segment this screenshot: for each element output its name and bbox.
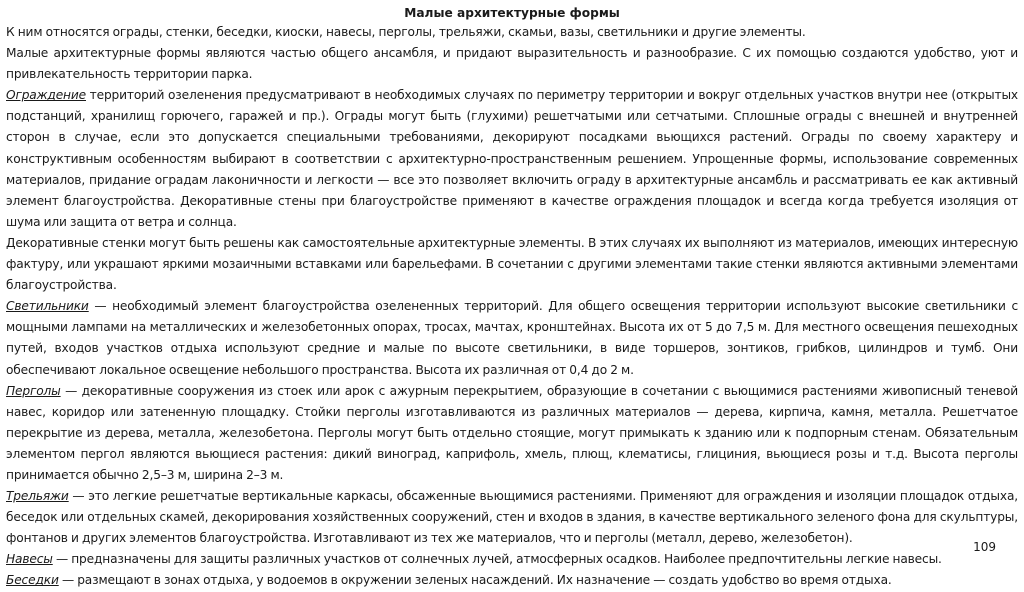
term-lighting: Светильники <box>6 299 89 314</box>
paragraph-text: — предназначены для защиты различных участков от солнечных лучей, атмосферных осадков. Наиболее предпочтительны легкие навесы. <box>52 552 942 567</box>
paragraph-pergolas <box>6 381 1018 486</box>
paragraph-text: — это легкие решетчатые вертикальные каркасы, обсаженные вьющимися растениями. Применяют для ограждения и изоляции площадок отдыха, беседок или отдельных скамей, декорирования хозяйственных сооружений, стен и входов в здания, в качестве вертикального зеленого фона для скульптуры, фонтанов и других элементов благоустройства. Изготавливают из тех же материалов, что и перголы (металл, дерево, железобетон). <box>6 489 1018 546</box>
paragraph-text: — декоративные сооружения из стоек или арок с ажурным перекрытием, образующие в сочетании с вьющимися растениями живописный теневой навес, коридор или затененную площадку. Стойки перголы изготавливаются из различных материалов — дерева, кирпича, камня, металла. Решетчатое перекрытие из дерева, металла, железобетона. Перголы могут быть отдельно стоящие, могут примыкать к зданию или к подпорным стенам. Обязательным элементом пергол являются вьющиеся растения: дикий виноград, каприфоль, хмель, плющ, клематисы, глициния, вьющиеся розы и т.д. Высота перголы принимается обычно 2,5–3 м, ширина 2–3 м. <box>6 383 1018 482</box>
paragraph-text: территорий озеленения предусматривают в необходимых случаях по периметру территории и вокруг отдельных участков внутри нее (открытых подстанций, хранилищ горючего, гаражей и пр.). Ограды могут быть (глухими) решетчатыми или сетчатыми. Сплошные ограды с внешней и внутренней сторон в случае, если это допускается специальными требованиями, декорируют посадками вьющихся растений. Ограды по своему характеру и конструктивным особенностям выбирают в соответствии с архитектурно-пространственным решением. Упрощенные формы, использование современных материалов, придание оградам лаконичности и легкости — все это позволяет включить ограду в архитектурные ансамбль и рассматривать ее как активный элемент благоустройства. Декоративные стены при благоустройстве применяют в качестве ограждения площадок и всегда когда требуется изоляция от шума или защита от ветра и солнца. <box>6 88 1018 229</box>
paragraph-canopies <box>6 549 1018 570</box>
paragraph-text: — размещают в зонах отдыха, у водоемов в окружении зеленых насаждений. Их назначение — создать удобство во время отдыха. <box>58 573 892 588</box>
paragraph-decorative-walls <box>6 233 1018 296</box>
paragraph-text: К ним относятся ограды, стенки, беседки, киоски, навесы, перголы, трельяжи, скамьи, вазы, светильники и другие элементы. <box>6 25 806 39</box>
page-number: 109 <box>973 540 996 554</box>
paragraph-text: — необходимый элемент благоустройства озелененных территорий. Для общего освещения территории используют высокие светильники с мощными лампами на металлических и железобетонных опорах, тросах, мачтах, кронштейнах. Высота их от 5 до 7,5 м. Для местного освещения пешеходных путей, входов участков отдыха используют средние и малые по высоте светильники, в виде торшеров, зонтиков, грибков, цилиндров и тумб. Они обеспечивают локальное освещение небольшого пространства. Высота их различная от 0,4 до 2 м. <box>6 299 1018 377</box>
paragraph-intro <box>6 22 1018 43</box>
term-canopies: Навесы <box>6 552 53 567</box>
term-trellises: Трельяжи <box>6 489 69 504</box>
paragraph-lighting <box>6 296 1018 380</box>
paragraph-gazebos <box>6 570 1018 591</box>
term-gazebos: Беседки <box>6 573 59 588</box>
paragraph-trellises <box>6 486 1018 549</box>
document-page <box>6 4 1018 588</box>
term-fencing: Ограждение <box>6 88 86 103</box>
paragraph-text: Малые архитектурные формы являются частью общего ансамбля, и придают выразительность и разнообразие. С их помощью создаются удобство, уют и привлекательность территории парка. <box>6 46 1018 82</box>
term-pergolas: Перголы <box>6 383 61 398</box>
paragraph-definition <box>6 43 1018 85</box>
paragraph-fencing <box>6 85 1018 233</box>
paragraph-text: Декоративные стенки могут быть решены как самостоятельные архитектурные элементы. В этих случаях их выполняют из материалов, имеющих интересную фактуру, или украшают яркими мозаичными вставками или барельефами. В сочетании с другими элементами такие стенки являются активными элементами благоустройства. <box>6 235 1018 293</box>
page-title: Малые архитектурные формы <box>404 6 620 20</box>
